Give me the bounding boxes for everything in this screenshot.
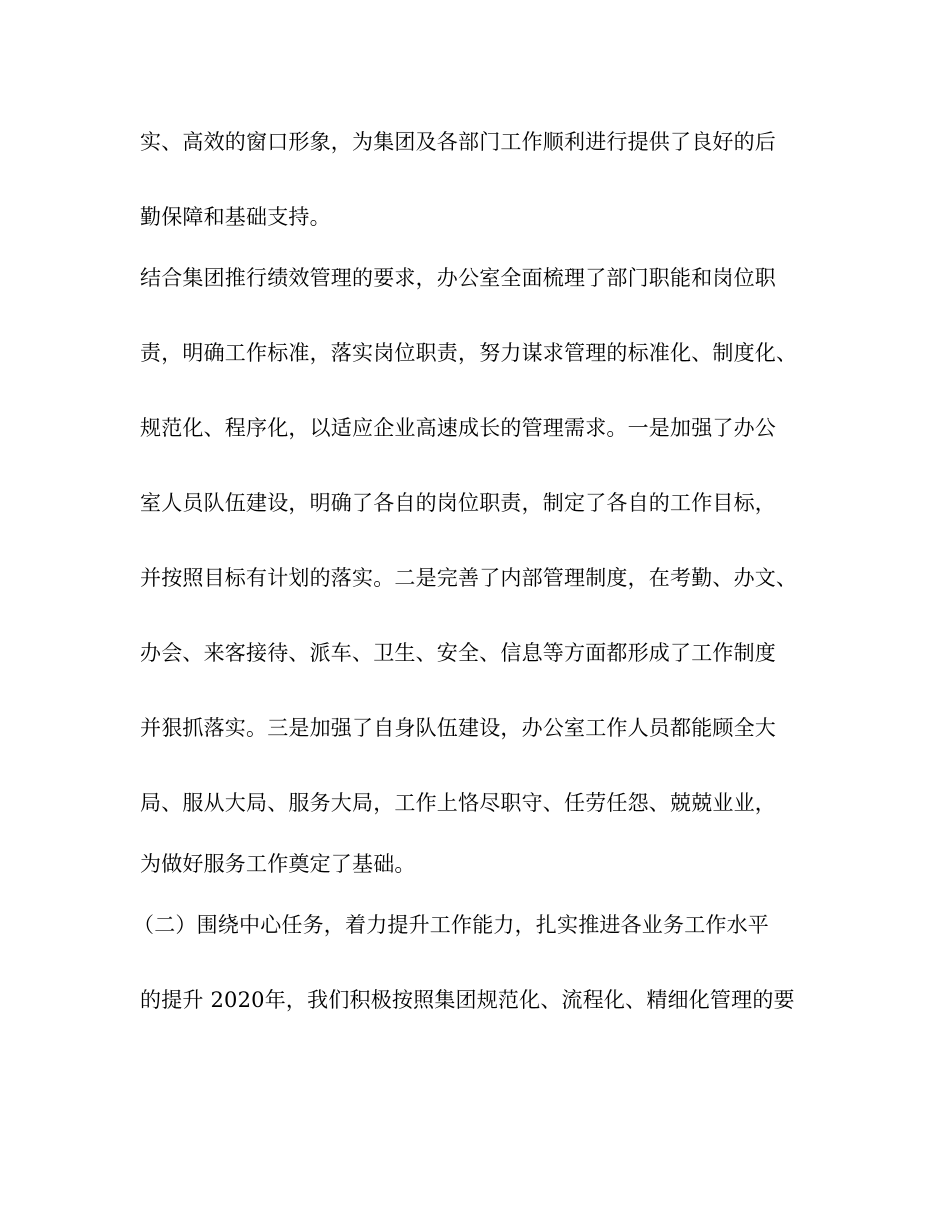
text-line-6: 室人员队伍建设，明确了各自的岗位职责，制定了各自的工作目标，	[140, 491, 776, 515]
text-line-2: 勤保障和基础支持。	[140, 205, 331, 229]
text-line-3: 结合集团推行绩效管理的要求，办公室全面梳理了部门职能和岗位职	[140, 266, 776, 290]
text-line-7: 并按照目标有计划的落实。二是完善了内部管理制度，在考勤、办文、	[140, 566, 798, 590]
text-line-5: 规范化、程序化，以适应企业高速成长的管理需求。一是加强了办公	[140, 416, 776, 440]
text-line-10: 局、服从大局、服务大局，工作上恪尽职守、任劳任怨、兢兢业业，	[140, 791, 776, 815]
text-line-13: 的提升 2020年，我们积极按照集团规范化、流程化、精细化管理的要	[140, 988, 795, 1012]
text-line-4: 责，明确工作标准，落实岗位职责，努力谋求管理的标准化、制度化、	[140, 341, 798, 365]
section-heading-line: （二）围绕中心任务，着力提升工作能力，扎实推进各业务工作水平	[133, 913, 769, 937]
text-line-11: 为做好服务工作奠定了基础。	[140, 852, 416, 876]
text-line-9: 并狠抓落实。三是加强了自身队伍建设，办公室工作人员都能顾全大	[140, 716, 776, 740]
text-line-1: 实、高效的窗口形象，为集团及各部门工作顺利进行提供了良好的后	[140, 130, 776, 154]
text-line-8: 办会、来客接待、派车、卫生、安全、信息等方面都形成了工作制度	[140, 641, 776, 665]
